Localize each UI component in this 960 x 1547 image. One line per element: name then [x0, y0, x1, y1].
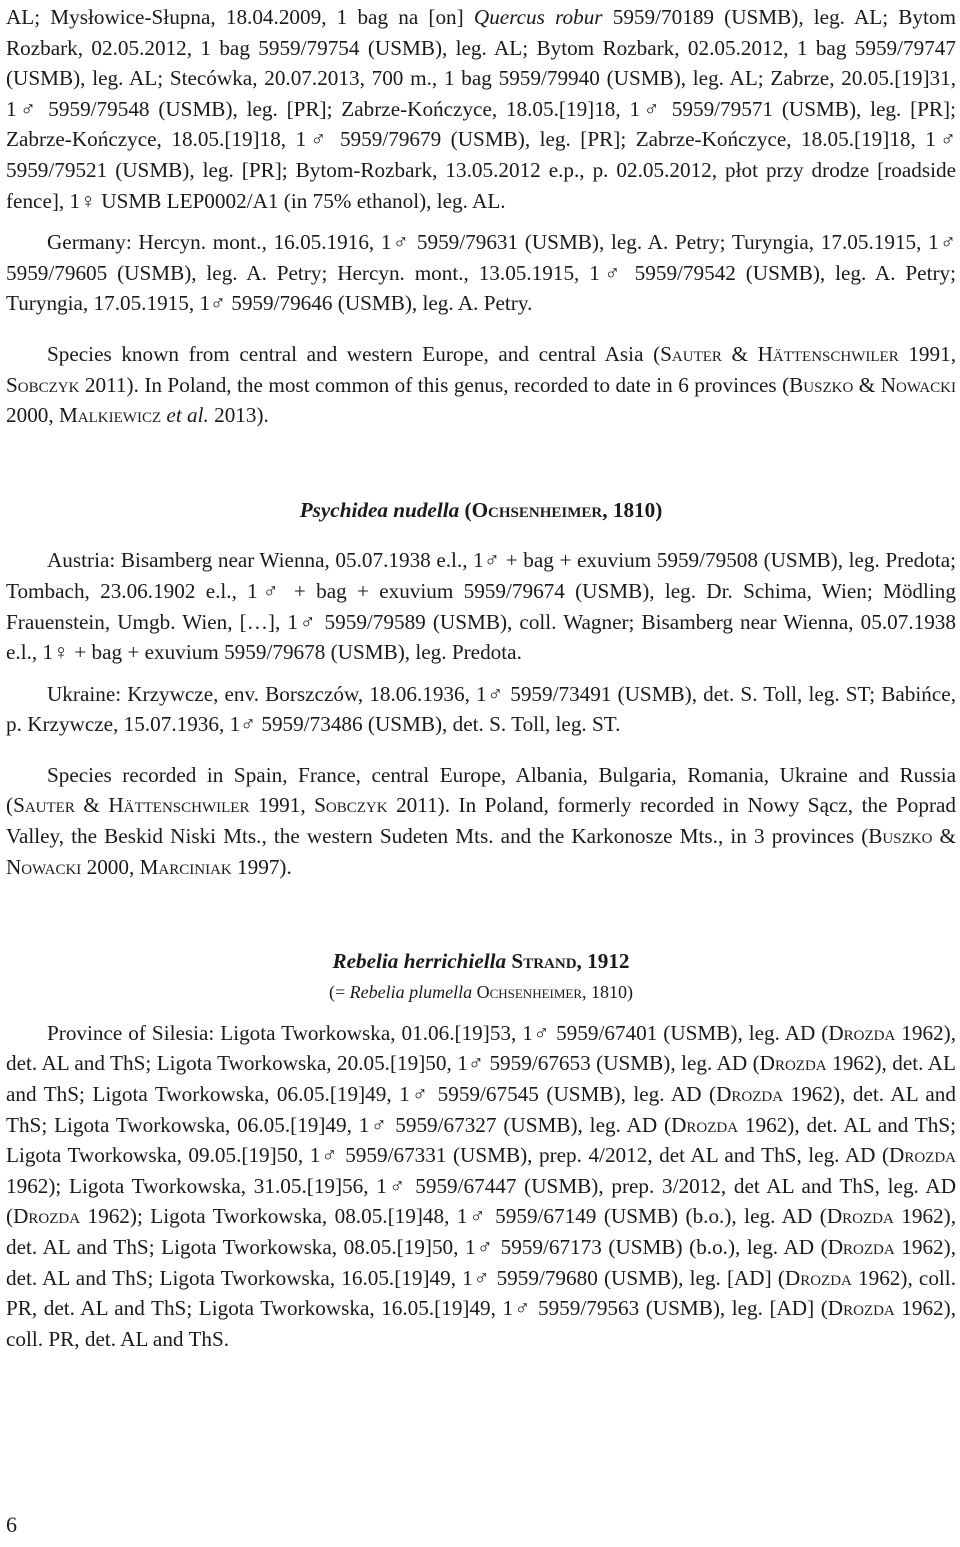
species-heading: Rebelia herrichiella Strand, 1912 — [332, 949, 630, 974]
records-germany: Germany: Hercyn. mont., 16.05.1916, 1♂ 5959/79631 (USMB), leg. A. Petry; Turyngia, 17.05.1915, 1♂ 5959/79605 (USMB), leg. A. Petry; Hercyn. mont., 13.05.1915, 1♂ 5959/79542 (USMB), leg. A. Petry; Turyngia, 17.05.1915, 1♂ 5959/79646 (USMB), leg. A. Petry. — [6, 230, 956, 316]
distribution-note: Species known from central and western Europe, and central Asia (Sauter & Hättenschwiler 1991, Sobczyk 2011). In Poland, the most common of this genus, recorded to date in 6 provinces (Buszko & Nowacki 2000, Malkiewicz et al. 2013). — [6, 341, 957, 428]
records-continued: AL; Mysłowice-Słupna, 18.04.2009, 1 bag na [on] Quercus robur 5959/70189 (USMB), leg. AL; Bytom Rozbark, 02.05.2012, 1 bag 5959/79754 (USMB), leg. AL; Bytom Rozbark, 02.05.2012, 1 bag 5959/79747 (USMB), leg. AL; Stecówka, 20.07.2013, 700 m., 1 bag 5959/79940 (USMB), leg. AL; Zabrze, 20.05.[19]31, 1♂ 5959/79548 (USMB), leg. [PR]; Zabrze-Kończyce, 18.05.[19]18, 1♂ 5959/79571 (USMB), leg. [PR]; Zabrze-Kończyce, 18.05.[19]18, 1♂ 5959/79679 (USMB), leg. [PR]; Zabrze-Kończyce, 18.05.[19]18, 1♂ 5959/79521 (USMB), leg. [PR]; Bytom-Rozbark, 13.05.2012 e.p., p. 02.05.2012, płot przy drodze [roadside fence], 1♀ USMB LEP0002/A1 (in 75% ethanol), leg. AL. — [6, 5, 956, 213]
species-heading: Psychidea nudella (Ochsenheimer, 1810) — [299, 497, 663, 522]
synonym-line: (= Rebelia plumella Ochsenheimer, 1810) — [328, 981, 634, 1002]
records-austria: Austria: Bisamberg near Wienna, 05.07.1938 e.l., 1♂ + bag + exuvium 5959/79508 (USMB), leg. Predota; Tombach, 23.06.1902 e.l., 1♂ + bag + exuvium 5959/79674 (USMB), leg. Dr. Schima, Wien; Mödling Frauenstein, Umgb. Wien, […], 1♂ 5959/79589 (USMB), coll. Wagner; Bisamberg near Wienna, 05.07.1938 e.l., 1♀ + bag + exuvium 5959/79678 (USMB), leg. Predota. — [6, 548, 956, 665]
records-ukraine: Ukraine: Krzywcze, env. Borszczów, 18.06.1936, 1♂ 5959/73491 (USMB), det. S. Toll, leg. ST; Babińce, p. Krzywcze, 15.07.1936, 1♂ 5959/73486 (USMB), det. S. Toll, leg. ST. — [6, 681, 956, 737]
distribution-note: Species recorded in Spain, France, central Europe, Albania, Bulgaria, Romania, Ukraine and Russia (Sauter & Hättenschwiler 1991, Sobczyk 2011). In Poland, formerly recorded in Nowy Sącz, the Poprad Valley, the Beskid Niski Mts., the western Sudeten Mts. and the Karkonosze Mts., in 3 provinces (Buszko & Nowacki 2000, Marciniak 1997). — [6, 762, 957, 879]
page-content — [6, 2, 956, 1354]
page-number: 6 — [6, 1512, 17, 1537]
records-silesia: Province of Silesia: Ligota Tworkowska, 01.06.[19]53, 1♂ 5959/67401 (USMB), leg. AD (Drozda 1962), det. AL and ThS; Ligota Tworkowska, 20.05.[19]50, 1♂ 5959/67653 (USMB), leg. AD (Drozda 1962), det. AL and ThS; Ligota Tworkowska, 06.05.[19]49, 1♂ 5959/67545 (USMB), leg. AD (Drozda 1962), det. AL and ThS; Ligota Tworkowska, 06.05.[19]49, 1♂ 5959/67327 (USMB), leg. AD (Drozda 1962), det. AL and ThS; Ligota Tworkowska, 09.05.[19]50, 1♂ 5959/67331 (USMB), prep. 4/2012, det AL and ThS, leg. AD (Drozda 1962); Ligota Tworkowska, 31.05.[19]56, 1♂ 5959/67447 (USMB), prep. 3/2012, det AL and ThS, leg. AD (Drozda 1962); Ligota Tworkowska, 08.05.[19]48, 1♂ 5959/67149 (USMB) (b.o.), leg. AD (Drozda 1962), det. AL and ThS; Ligota Tworkowska, 08.05.[19]50, 1♂ 5959/67173 (USMB) (b.o.), leg. AD (Drozda 1962), det. AL and ThS; Ligota Tworkowska, 16.05.[19]49, 1♂ 5959/79680 (USMB), leg. [AD] (Drozda 1962), coll. PR, det. AL and ThS; Ligota Tworkowska, 16.05.[19]49, 1♂ 5959/79563 (USMB), leg. [AD] (Drozda 1962), coll. PR, det. AL and ThS. — [6, 1020, 956, 1351]
